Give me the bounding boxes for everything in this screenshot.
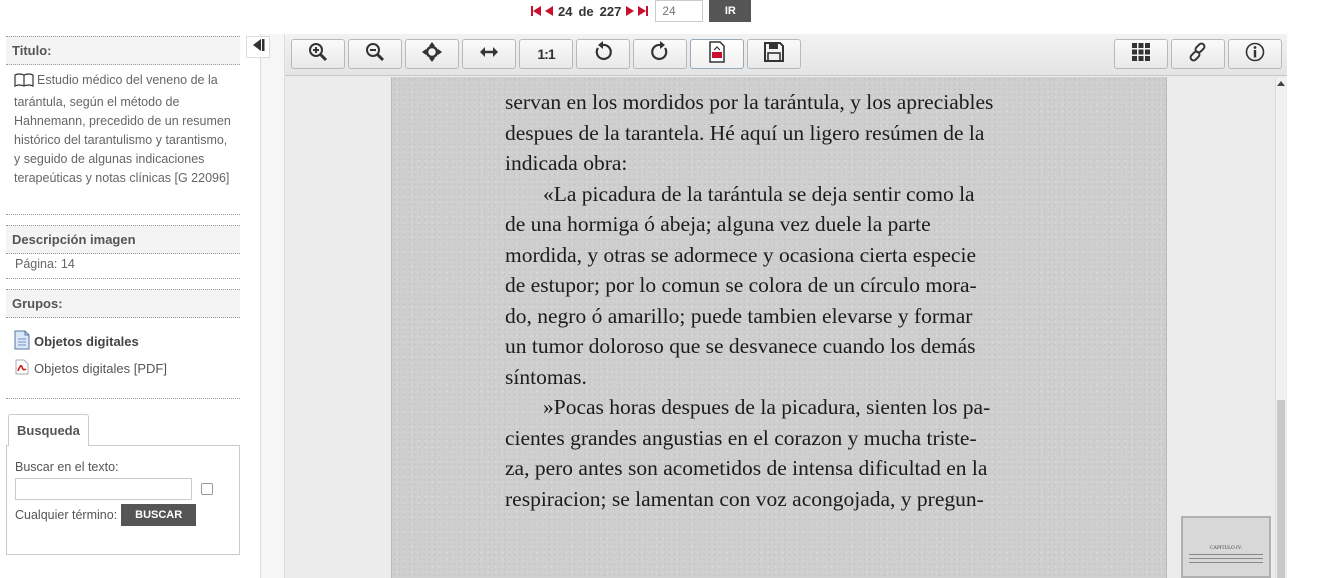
pdf-download-button[interactable]	[690, 39, 744, 69]
zoom-in-icon	[307, 41, 329, 68]
viewer-toolbar	[285, 34, 1287, 76]
thumbnail-heading: CAPITULO IV.	[1210, 546, 1242, 551]
groups-list	[6, 318, 240, 399]
text-line: respiracion; se lamentan con voz acongojada, y pregun-	[505, 486, 984, 511]
group-item-digital-objects-pdf[interactable]	[14, 359, 232, 378]
actual-size-button[interactable]	[519, 39, 573, 69]
title-body	[6, 65, 240, 215]
text-line: de estupor; por lo comun se colora de un círculo mora-	[505, 273, 977, 297]
document-viewer	[260, 34, 1286, 578]
thumbnails-button[interactable]	[1114, 39, 1168, 69]
text-line: indicada obra:	[505, 151, 628, 175]
link-icon	[1187, 41, 1209, 68]
zoom-out-button[interactable]	[348, 39, 402, 69]
zoom-out-icon	[364, 41, 386, 68]
actual-size-label: 1:1	[537, 46, 555, 62]
text-line: de una hormiga ó abeja; alguna vez duele la parte	[505, 212, 931, 236]
text-line: despues de la tarantela. Hé aquí un ligero resúmen de la	[505, 120, 985, 145]
scanned-page	[391, 77, 1167, 578]
search-option-checkbox[interactable]	[201, 483, 213, 495]
last-page-icon[interactable]	[638, 5, 648, 17]
group-label: Objetos digitales [PDF]	[34, 361, 167, 376]
text-line: »Pocas horas despues de la picadura, sienten los pa-	[543, 395, 991, 419]
page-area[interactable]	[285, 77, 1287, 578]
text-line: za, pero antes son acometidos de intensa dificultad en la	[505, 456, 988, 480]
collapse-sidebar-button[interactable]	[246, 36, 270, 58]
text-line: servan en los mordidos por la tarántula, y los apreciables	[505, 90, 994, 114]
page-separator: de	[578, 3, 594, 19]
viewer-side-strip	[261, 34, 285, 578]
grid-view-icon	[1131, 42, 1151, 67]
search-box	[6, 413, 240, 555]
text-line: síntomas.	[505, 364, 587, 389]
page-number-input[interactable]	[655, 0, 703, 22]
fit-page-button[interactable]	[405, 39, 459, 69]
scroll-up-icon[interactable]	[1277, 81, 1285, 86]
tab-search[interactable]: Busqueda	[8, 414, 89, 446]
sidebar	[6, 36, 240, 578]
rotate-left-icon	[592, 41, 614, 68]
document-icon	[14, 330, 30, 353]
first-page-icon[interactable]	[531, 5, 541, 17]
pdf-download-icon	[708, 41, 726, 68]
save-button[interactable]	[747, 39, 801, 69]
search-panel	[6, 445, 240, 555]
scroll-thumb[interactable]	[1277, 400, 1285, 578]
info-icon	[1245, 42, 1265, 67]
page-text	[505, 87, 1073, 514]
groups-heading: Grupos:	[6, 289, 240, 318]
zoom-in-button[interactable]	[291, 39, 345, 69]
description-heading: Descripción imagen	[6, 225, 240, 254]
total-pages: 227	[599, 3, 622, 19]
any-term-label: Cualquier término:	[15, 508, 118, 522]
info-button[interactable]	[1228, 39, 1282, 69]
rotate-right-button[interactable]	[633, 39, 687, 69]
fit-page-icon	[421, 41, 443, 68]
search-button[interactable]: BUSCAR	[121, 504, 196, 526]
link-button[interactable]	[1171, 39, 1225, 69]
book-icon	[14, 73, 34, 93]
page-label: Página: 14	[6, 254, 240, 279]
collapse-panel-icon	[250, 37, 266, 58]
go-button[interactable]: IR	[709, 0, 751, 22]
text-line: un tumor doloroso que se desvanece cuando los demás	[505, 334, 976, 358]
next-page-icon[interactable]	[626, 5, 634, 17]
fit-width-button[interactable]	[462, 39, 516, 69]
search-input[interactable]	[15, 478, 192, 500]
pdf-icon	[14, 359, 30, 378]
text-line: mordida, y otras se adormece y ocasiona cierta especie	[505, 242, 976, 267]
document-title: Estudio médico del veneno de la tarántula, según el método de Hahnemann, precedido de un resumen histórico del tarantulismo y tarantismo, y seguido de algunas indicaciones terapeúticas y notas clínicas [G 22096]	[14, 73, 231, 185]
group-item-digital-objects[interactable]	[14, 330, 232, 353]
prev-page-icon[interactable]	[545, 5, 553, 17]
page-thumbnail-navigator[interactable]	[1181, 516, 1271, 578]
rotate-left-button[interactable]	[576, 39, 630, 69]
current-page-number: 24	[558, 3, 573, 19]
text-line: «La picadura de la tarántula se deja sentir como la	[543, 181, 975, 206]
text-line: cientes grandes angustias en el corazon y mucha triste-	[505, 425, 977, 450]
fit-width-icon	[478, 41, 500, 68]
search-field-label: Buscar en el texto:	[15, 460, 119, 474]
group-label: Objetos digitales	[34, 334, 139, 349]
text-line: do, negro ó amarillo; puede tambien elevarse y formar	[505, 303, 973, 328]
rotate-right-icon	[649, 41, 671, 68]
page-navigation	[530, 0, 751, 22]
vertical-scrollbar[interactable]	[1275, 78, 1286, 578]
title-heading: Titulo:	[6, 36, 240, 65]
save-icon	[763, 41, 785, 68]
